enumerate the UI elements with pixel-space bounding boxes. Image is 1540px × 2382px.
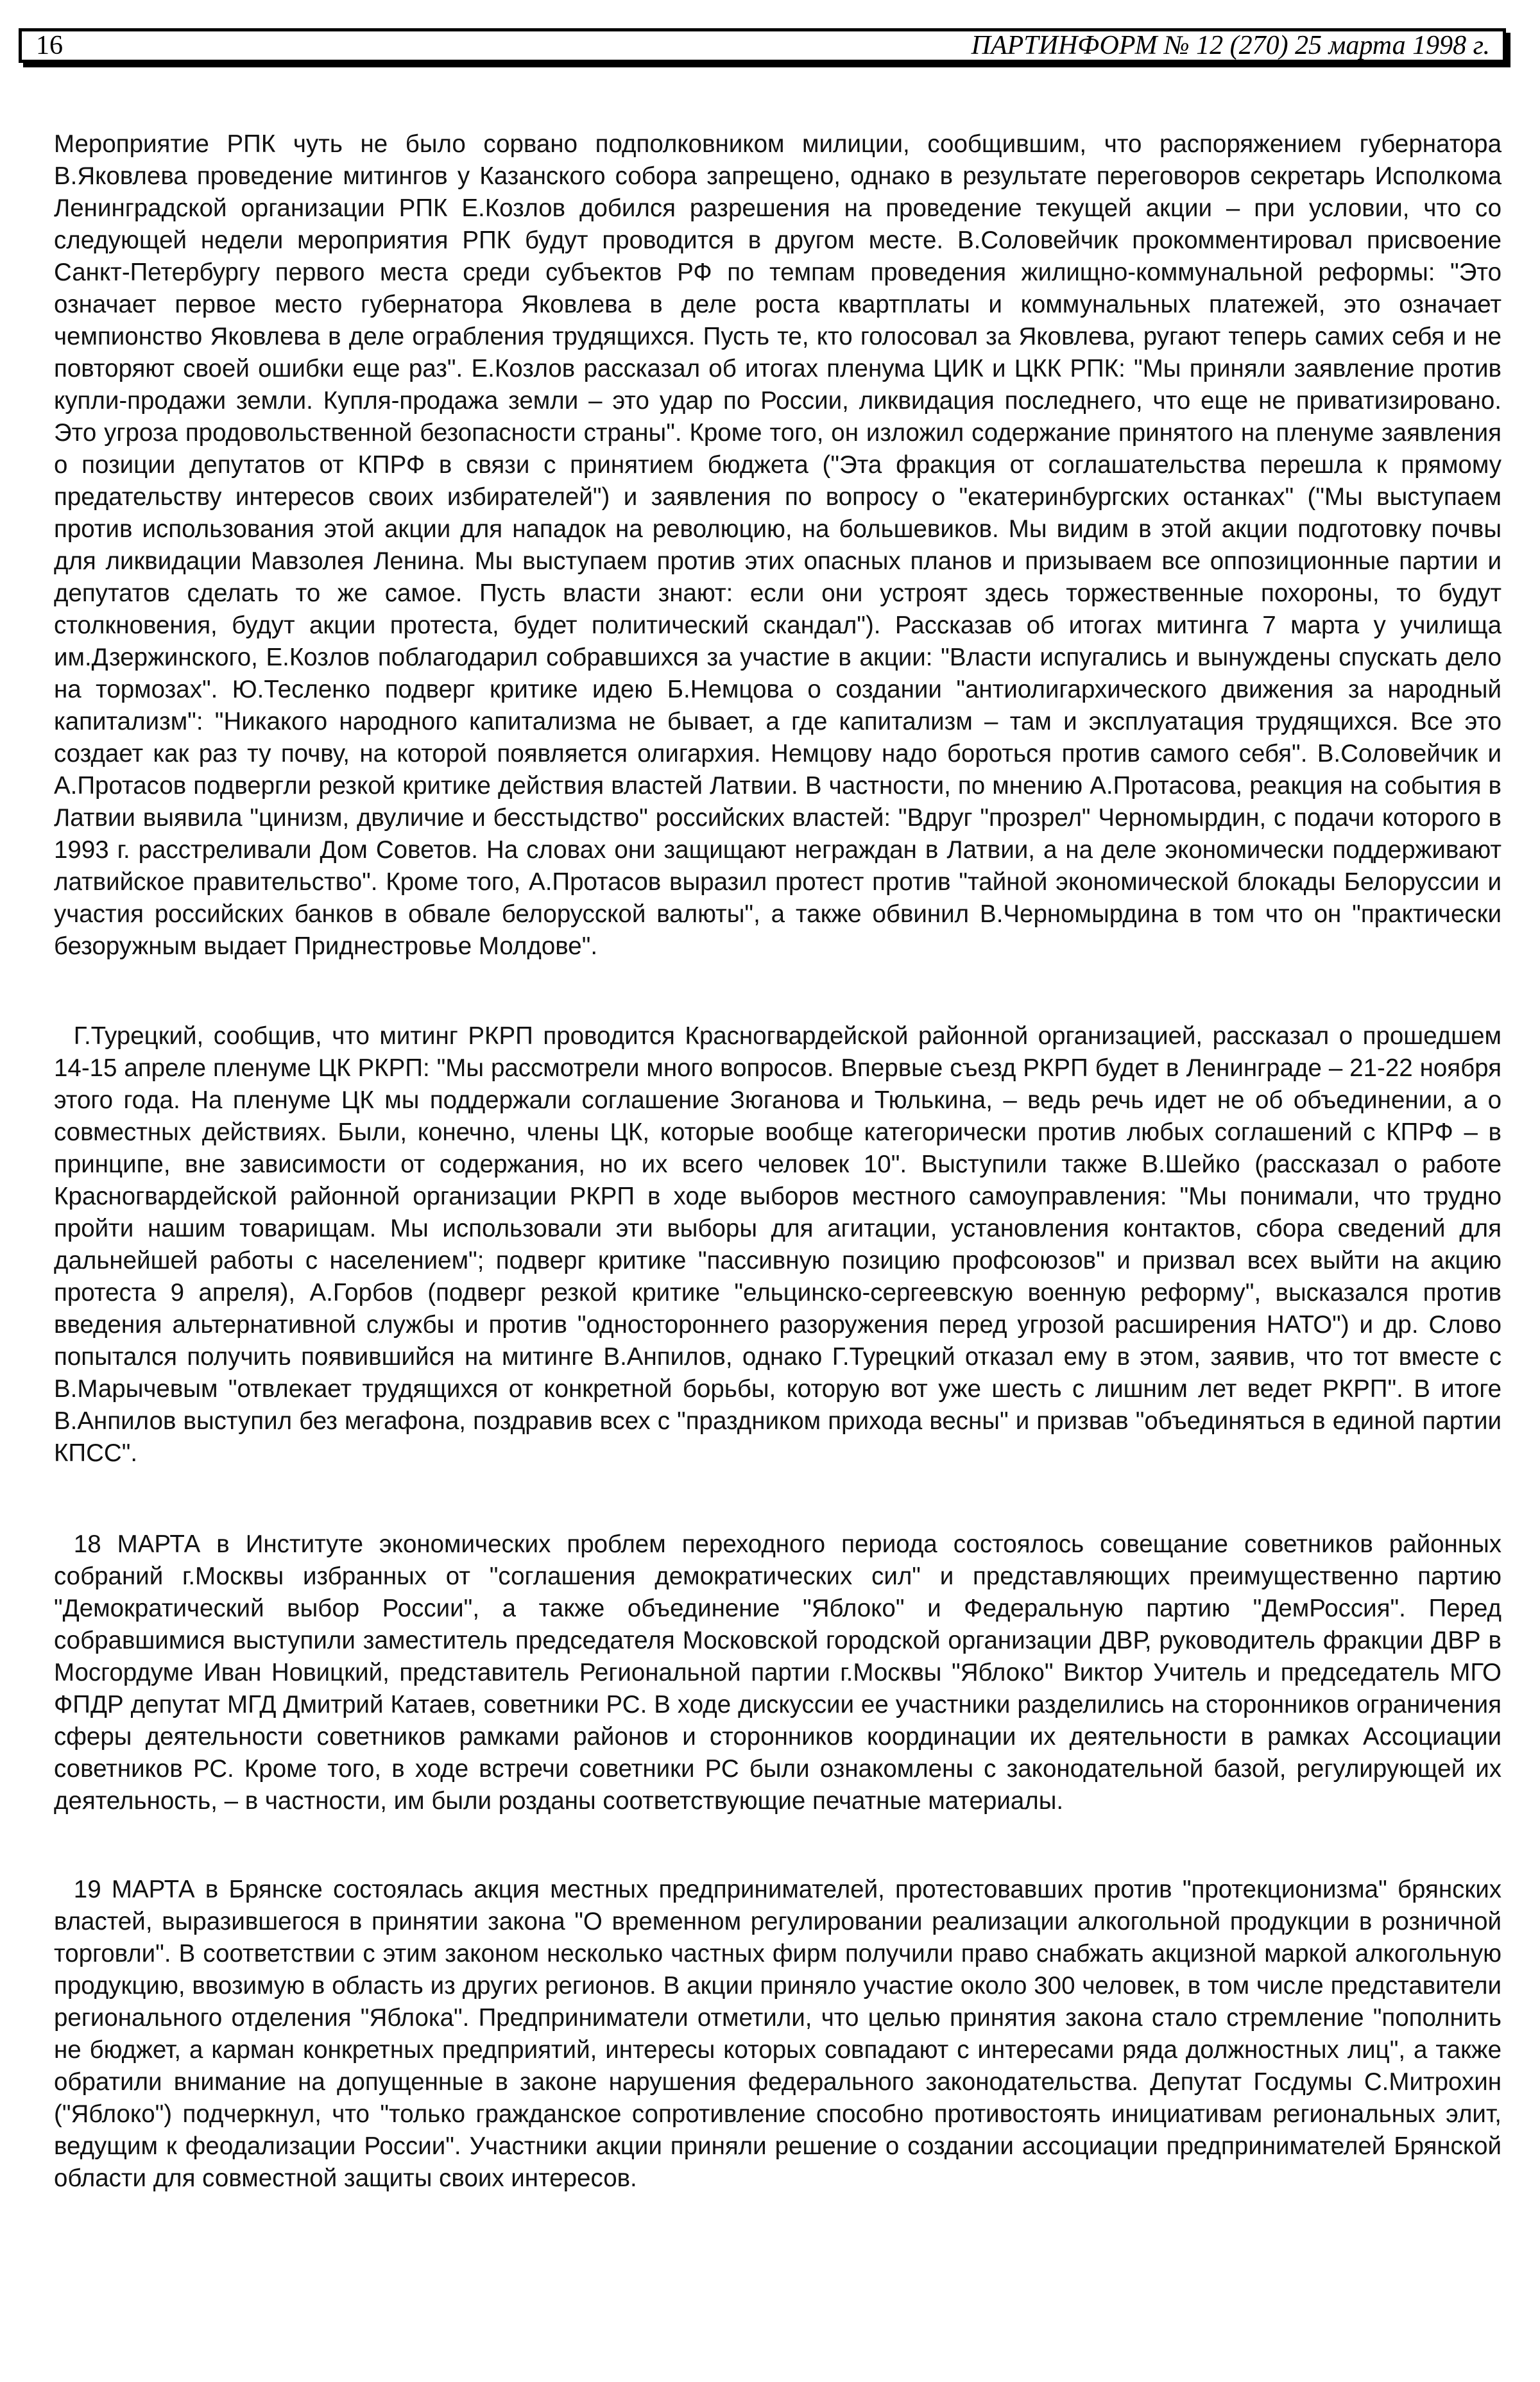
article-paragraph: Г.Турецкий, сообщив, что митинг РКРП проводится Красногвардейской районной организацией, рассказал о прошедшем 14-15 апреле пленуме ЦК РКРП: "Мы рассмотрели много вопросов. Впервые съезд РКРП будет в Ленинграде – 21-22 ноября этого года. На пленуме ЦК мы поддержали соглашение Зюганова и Тюлькина, – ведь речь идет не об объединении, а о совместных действиях. Были, конечно, члены ЦК, которые вообще категорически против любых соглашений с КПРФ – в принципе, вне зависимости от содержания, но их всего человек 10". Выступили также В.Шейко (рассказал о работе Красногвардейской районной организации РКРП в ходе выборов местного самоуправления: "Мы понимали, что трудно пройти нашим товарищам. Мы использовали эти выборы для агитации, установления контактов, сбора сведений для дальнейшей работы с населением"; подверг критике "пассивную позицию профсоюзов" и призвал всех выйти на акцию протеста 9 апреля), А.Горбов (подверг резкой критике "ельцинско-сергеевскую военную реформу", высказался против введения альтернативной службы и против "одностороннего разоружения перед угрозой расширения НАТО") и др. Слово попытался получить появившийся на митинге В.Анпилов, однако Г.Турецкий отказал ему в этом, заявив, что тот вместе с В.Марычевым "отвлекает трудящихся от конкретной борьбы, которую вот уже шесть с лишним лет ведет РКРП". В итоге В.Анпилов выступил без мегафона, поздравив всех с "праздником прихода весны" и призвав "объединяться в единой партии КПСС". — [54, 1022, 1502, 1467]
article-paragraph: Мероприятие РПК чуть не было сорвано подполковником милиции, сообщившим, что распоряжением губернатора В.Яковлева проведение митингов у Казанского собора запрещено, однако в результате переговоров секретарь Исполкома Ленинградской организации РПК Е.Козлов добился разрешения на проведение текущей акции – при условии, что со следующей недели мероприятия РПК будут проводится в другом месте. В.Соловейчик прокомментировал присвоение Санкт-Петербургу первого места среди субъектов РФ по темпам проведения жилищно-коммунальной реформы: "Это означает первое место губернатора Яковлева в деле роста квартплаты и коммунальных платежей, это означает чемпионство Яковлева в деле ограбления трудящихся. Пусть те, кто голосовал за Яковлева, ругают теперь самих себя и не повторяют своей ошибки еще раз". Е.Козлов рассказал об итогах пленума ЦИК и ЦКК РПК: "Мы приняли заявление против купли-продажи земли. Купля-продажа земли – это удар по России, ликвидация последнего, что еще не приватизировано. Это угроза продовольственной безопасности страны". Кроме того, он изложил содержание принятого на пленуме заявления о позиции депутатов от КПРФ в связи с принятием бюджета ("Эта фракция от соглашательства перешла к прямому предательству интересов своих избирателей") и заявления по вопросу о "екатеринбургских останках" ("Мы выступаем против использования этой акции для нападок на революцию, на большевиков. Мы видим в этой акции подготовку почвы для ликвидации Мавзолея Ленина. Мы выступаем против этих опасных планов и призываем все оппозиционные партии и депутатов сделать то же самое. Пусть власти знают: если они устроят здесь торжественные похороны, то будут столкновения, будут акции протеста, будет политический скандал"). Рассказав об итогах митинга 7 марта у училища им.Дзержинского, Е.Козлов поблагодарил собравшихся за участие в акции: "Власти испугались и вынуждены спускать дело на тормозах". Ю.Тесленко подверг критике идею Б.Немцова о создании "антиолигархического движения за народный капитализм": "Никакого народного капитализма не бывает, а где капитализм – там и эксплуатация трудящихся. Все это создает как раз ту почву, на которой появляется олигархия. Немцову надо бороться против самого себя". В.Соловейчик и А.Протасов подвергли резкой критике действия властей Латвии. В частности, по мнению А.Протасова, реакция на события в Латвии выявила "цинизм, двуличие и бесстыдство" российских властей: "Вдруг "прозрел" Черномырдин, с подачи которого в 1993 г. расстреливали Дом Советов. На словах они защищают неграждан в Латвии, а на деле экономически поддерживают латвийское правительство". Кроме того, А.Протасов выразил протест против "тайной экономической блокады Белоруссии и участия российских банков в обвале белорусской валюты", а также обвинил В.Черномырдина в том что он "практически безоружным выдает Приднестровье Молдове". — [54, 130, 1502, 960]
page-header — [19, 28, 1506, 63]
issue-info: ПАРТИНФОРМ № 12 (270) 25 марта 1998 г. — [971, 31, 1490, 60]
page-number: 16 — [36, 31, 63, 60]
article-paragraph: 18 МАРТА в Институте экономических проблем переходного периода состоялось совещание советников районных собраний г.Москвы избранных от "соглашения демократических сил" и представляющих преимущественно партию "Демократический выбор России", а также объединение "Яблоко" и Федеральную партию "ДемРоссия". Перед собравшимися выступили заместитель председателя Московской городской организации ДВР, руководитель фракции ДВР в Мосгордуме Иван Новицкий, представитель Региональной партии г.Москвы "Яблоко" Виктор Учитель и председатель МГО ФПДР депутат МГД Дмитрий Катаев, советники РС. В ходе дискуссии ее участники разделились на сторонников ограничения сферы деятельности советников рамками районов и сторонников координации их деятельности в рамках Ассоциации советников РС. Кроме того, в ходе встречи советники РС были ознакомлены с законодательной базой, регулирующей их деятельность, – в частности, им были розданы соответствующие печатные материалы. — [54, 1530, 1502, 1815]
article-paragraph: 19 МАРТА в Брянске состоялась акция местных предпринимателей, протестовавших против "протекционизма" брянских властей, выразившегося в принятии закона "О временном регулировании реализации алкогольной продукции в розничной торговли". В соответствии с этим законом несколько частных фирм получили право снабжать акцизной маркой алкогольную продукцию, ввозимую в область из других регионов. В акции приняло участие около 300 человек, в том числе представители регионального отделения "Яблока". Предприниматели отметили, что целью принятия закона стало стремление "пополнить не бюджет, а карман конкретных предприятий, интересы которых совпадают с интересами ряда должностных лиц", а также обратили внимание на допущенные в законе нарушения федерального законодательства. Депутат Госдумы С.Митрохин ("Яблоко") подчеркнул, что "только гражданское сопротивление способно противостоять инициативам региональных элит, ведущим к феодализации России". Участники акции приняли решение о создании ассоциации предпринимателей Брянской области для совместной защиты своих интересов. — [54, 1876, 1502, 2192]
